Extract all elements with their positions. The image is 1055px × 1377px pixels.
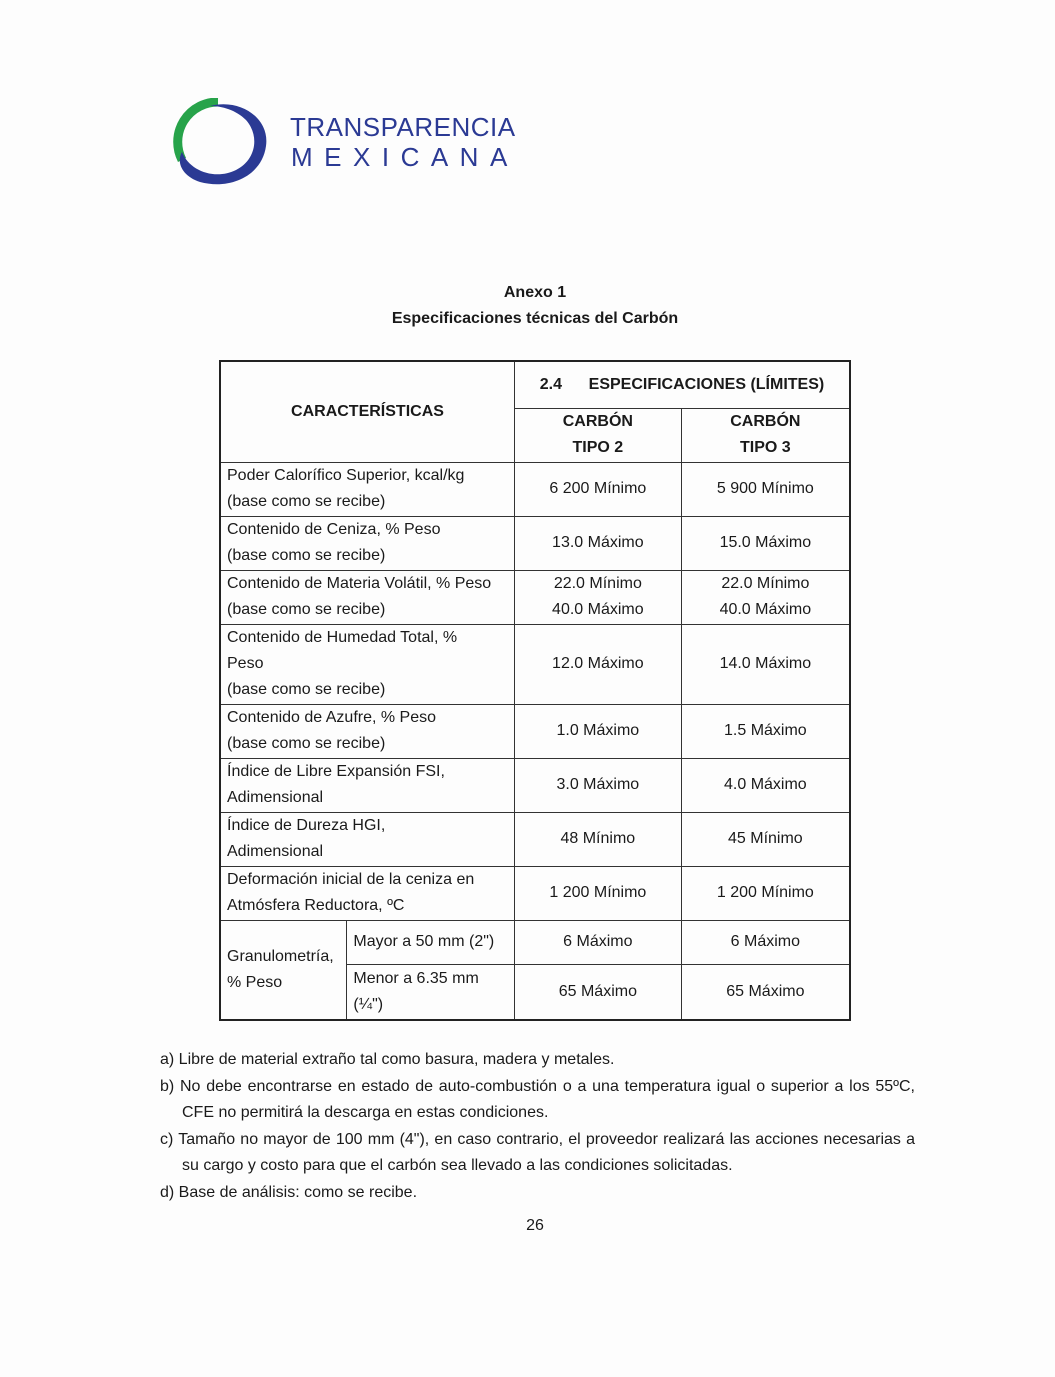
characteristic-label <box>220 516 514 570</box>
header-specifications: 2.4 ESPECIFICACIONES (LÍMITES) <box>514 361 850 408</box>
type2-value <box>514 866 681 920</box>
characteristic-label-line: Índice de Dureza HGI, <box>227 817 386 834</box>
characteristic-label-line: Poder Calorífico Superior, kcal/kg <box>227 467 465 484</box>
characteristic-label-line: Contenido de Azufre, % Peso <box>227 709 437 726</box>
annex-title: Especificaciones técnicas del Carbón <box>391 310 679 327</box>
type2-value-line: 48 Mínimo <box>560 830 636 847</box>
note-item: b) No debe encontrarse en estado de auto-combustión o a una temperatura igual o superior a los 55ºC, CFE no permitirá la descarga en estas condiciones. <box>160 1077 915 1121</box>
granulometry-sub-label <box>347 964 515 1020</box>
characteristic-label-line: Contenido de Ceniza, % Peso <box>227 521 441 538</box>
type2-value <box>514 812 681 866</box>
type2-value <box>514 624 681 704</box>
characteristic-label-line: Atmósfera Reductora, ºC <box>227 897 405 914</box>
spec-rows <box>220 462 850 920</box>
specifications-table <box>219 360 851 1021</box>
characteristic-label <box>220 704 514 758</box>
characteristic-label <box>220 758 514 812</box>
granulometry-sub-label-line: Menor a 6.35 mm <box>353 969 479 987</box>
note-item: c) Tamaño no mayor de 100 mm (4"), en caso contrario, el proveedor realizará las acciones necesarias a su cargo y costo para que el carbón sea llevado a las condiciones solicitadas. <box>160 1130 915 1174</box>
type3-value-line: 15.0 Máximo <box>719 534 812 551</box>
granulometry-sub-label <box>347 920 515 964</box>
characteristic-label <box>220 570 514 624</box>
characteristic-label <box>220 624 514 704</box>
type2-value <box>514 758 681 812</box>
header-type2-line1: CARBÓN <box>562 413 633 430</box>
characteristic-label <box>220 866 514 920</box>
characteristic-label-line: Contenido de Humedad Total, % <box>227 629 458 646</box>
type3-value <box>681 866 850 920</box>
characteristic-label-line: Índice de Libre Expansión FSI, <box>227 763 445 780</box>
granulometry-label <box>220 920 347 1020</box>
granulometry-type2-value: 65 Máximo <box>514 964 681 1020</box>
characteristic-label-line: (base como se recibe) <box>227 735 386 752</box>
type3-value <box>681 624 850 704</box>
characteristic-label-line: (base como se recibe) <box>227 681 386 698</box>
type3-value <box>681 812 850 866</box>
granulometry-type2-value: 6 Máximo <box>514 920 681 964</box>
header-type3-line1: CARBÓN <box>730 413 801 430</box>
characteristic-label-line: Peso <box>227 655 264 672</box>
notes-list <box>160 1047 915 1206</box>
type2-value <box>514 462 681 516</box>
characteristic-label <box>220 462 514 516</box>
type3-value <box>681 462 850 516</box>
granulometry-type3-value: 65 Máximo <box>681 964 850 1020</box>
characteristic-label <box>220 812 514 866</box>
type3-value <box>681 570 850 624</box>
granulometry-sub-label-line: Mayor a 50 mm (2") <box>353 933 495 950</box>
note-item: d) Base de análisis: como se recibe. <box>160 1183 418 1201</box>
type2-value <box>514 704 681 758</box>
characteristic-label-line: Adimensional <box>227 843 324 860</box>
type2-value-line: 6 200 Mínimo <box>549 480 647 497</box>
type2-value <box>514 570 681 624</box>
header-characteristics: CARACTERÍSTICAS <box>220 361 514 462</box>
spec-row <box>220 812 850 866</box>
type3-value <box>681 704 850 758</box>
type3-value-line: 45 Mínimo <box>728 830 803 847</box>
type2-value-line: 12.0 Máximo <box>552 655 644 672</box>
type3-value-line: 22.0 Mínimo <box>721 575 810 592</box>
logo-text-line1: TRANSPARENCIA <box>290 112 516 142</box>
logo <box>170 98 519 188</box>
type2-value-line: 22.0 Mínimo <box>553 575 642 592</box>
spec-row <box>220 704 850 758</box>
type3-value-line: 4.0 Máximo <box>724 776 807 793</box>
header-type2-line2: TIPO 2 <box>572 439 624 456</box>
granulometry-type3-value: 6 Máximo <box>681 920 850 964</box>
type3-value-line: 40.0 Máximo <box>719 601 812 618</box>
characteristic-label-line: Contenido de Materia Volátil, % Peso <box>227 575 492 592</box>
type2-value-line: 13.0 Máximo <box>552 534 644 551</box>
spec-row <box>220 866 850 920</box>
type2-value-line: 40.0 Máximo <box>552 601 644 618</box>
characteristic-label-line: Deformación inicial de la ceniza en <box>227 871 475 888</box>
header-carbon-type-3 <box>681 408 850 462</box>
spec-row <box>220 624 850 704</box>
characteristic-label-line: (base como se recibe) <box>227 493 386 510</box>
annex-heading: Anexo 1 <box>503 284 567 301</box>
spec-row <box>220 462 850 516</box>
spec-row <box>220 570 850 624</box>
type2-value-line: 1 200 Mínimo <box>549 884 647 901</box>
type3-value-line: 1 200 Mínimo <box>716 884 814 901</box>
page-number: 26 <box>526 1217 544 1234</box>
type3-value <box>681 516 850 570</box>
logo-text-line2: MEXICANA <box>291 142 519 172</box>
type2-value <box>514 516 681 570</box>
header-carbon-type-2 <box>514 408 681 462</box>
characteristic-label-line: (base como se recibe) <box>227 601 386 618</box>
characteristic-label-line: Adimensional <box>227 789 324 806</box>
logo-ring-icon <box>170 98 270 188</box>
spec-row <box>220 516 850 570</box>
granulometry-label-line2: % Peso <box>227 973 283 991</box>
granulometry-sub-label-line: (¼") <box>353 995 384 1013</box>
granulometry-label-line1: Granulometría, <box>227 947 334 965</box>
type2-value-line: 3.0 Máximo <box>556 776 640 793</box>
type3-value-line: 5 900 Mínimo <box>716 480 814 497</box>
type2-value-line: 1.0 Máximo <box>556 722 640 739</box>
type3-value-line: 14.0 Máximo <box>719 655 812 672</box>
characteristic-label-line: (base como se recibe) <box>227 547 386 564</box>
type3-value-line: 1.5 Máximo <box>724 722 807 739</box>
type3-value <box>681 758 850 812</box>
note-item: a) Libre de material extraño tal como basura, madera y metales. <box>160 1051 615 1068</box>
header-type3-line2: TIPO 3 <box>740 439 791 456</box>
spec-row <box>220 758 850 812</box>
